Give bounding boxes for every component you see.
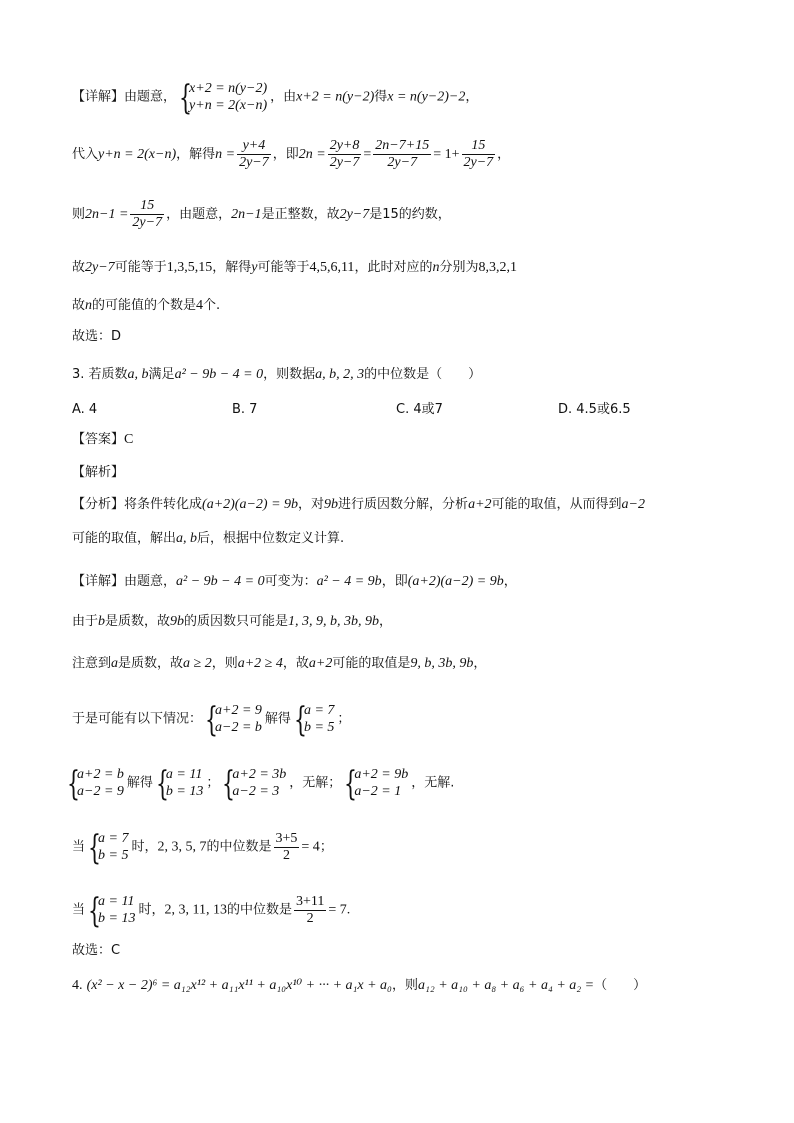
text-run: b = 5 bbox=[303, 720, 335, 735]
text-run: 是质数，故 bbox=[118, 656, 184, 671]
text-run: 2n−7+15 bbox=[375, 138, 430, 153]
text-run: 2y−7 bbox=[132, 215, 163, 230]
option-b: B. 7 bbox=[232, 402, 258, 417]
text-run: 2n = bbox=[298, 147, 326, 162]
text-run: a−2 = 9 bbox=[77, 784, 124, 799]
text-run: 是质数，故 bbox=[105, 614, 171, 629]
text-run: 于是可能有以下情况： bbox=[72, 711, 203, 727]
q4-stem bbox=[72, 977, 646, 995]
text-run: 时， bbox=[131, 839, 158, 855]
text-run: ，故 bbox=[282, 656, 309, 671]
text-run: ； bbox=[319, 839, 333, 855]
text-run: a² − 4 = 9b bbox=[316, 574, 382, 589]
text-run: b = 5 bbox=[98, 848, 129, 863]
text-run: b = 13 bbox=[165, 784, 204, 799]
text-run: (a+2)(a−2) = 9b bbox=[407, 574, 504, 589]
equation-system bbox=[344, 764, 409, 804]
equation-system bbox=[222, 764, 287, 804]
text-run: 可能等于 bbox=[257, 260, 310, 275]
text-run: n bbox=[85, 298, 93, 313]
text-run: b bbox=[98, 614, 106, 629]
text-run: a+2 ≥ 4 bbox=[237, 656, 283, 671]
text-run: 2 bbox=[282, 847, 290, 863]
text-run: 可变为： bbox=[264, 574, 317, 589]
text-run: 1,3,5,15 bbox=[166, 260, 213, 275]
brace-symbol: { bbox=[155, 764, 169, 804]
text-run: ， bbox=[497, 147, 511, 162]
text-run: a−2 = 3 bbox=[232, 784, 280, 799]
text-run: = bbox=[363, 147, 372, 162]
text-run: 2 bbox=[306, 910, 314, 926]
text-run: a ≥ 2 bbox=[183, 656, 212, 671]
p2-line-5 bbox=[72, 297, 220, 315]
equation-system bbox=[205, 700, 262, 740]
text-run: 2y−7 bbox=[239, 155, 269, 170]
text-run: b = 13 bbox=[98, 911, 136, 926]
text-run: 2y−7 bbox=[387, 155, 418, 170]
text-run: 2n−1 = bbox=[85, 207, 129, 222]
text-run: 当 bbox=[72, 902, 86, 918]
q3-method-cont bbox=[72, 530, 344, 548]
text-run: ， bbox=[465, 89, 479, 105]
text-run: = 1+ bbox=[433, 147, 460, 162]
q3-choice-result: 故选：C bbox=[72, 943, 121, 958]
text-run: a, b bbox=[176, 531, 198, 546]
text-run: x+2 = n(y−2) bbox=[296, 89, 375, 105]
text-run: = 4 bbox=[301, 839, 320, 855]
fraction bbox=[328, 138, 362, 171]
text-run: 2y+8 bbox=[329, 138, 360, 153]
text-run: 可能的取值，从而得到 bbox=[491, 497, 622, 512]
text-run: a = 11 bbox=[165, 767, 203, 782]
brace-symbol: { bbox=[67, 764, 80, 804]
text-run: 2n−1 bbox=[231, 207, 262, 222]
text-run: a bbox=[111, 656, 119, 671]
fraction bbox=[294, 894, 326, 927]
text-run: = 7. bbox=[328, 902, 351, 918]
text-run: 【答案】 bbox=[72, 432, 125, 447]
text-run: 分别为 bbox=[439, 260, 479, 275]
text-run: 解得 bbox=[126, 775, 153, 791]
text-run: a−2 bbox=[621, 497, 645, 512]
text-run: 3+5 bbox=[275, 830, 298, 846]
equation-system bbox=[88, 891, 136, 931]
text-run: n = bbox=[215, 147, 236, 162]
text-run: ， bbox=[379, 614, 393, 629]
text-run: x = n(y−2)−2 bbox=[387, 89, 466, 105]
equation-system bbox=[293, 700, 335, 740]
brace-symbol: { bbox=[344, 764, 358, 804]
text-run: a₁₂ + a₁₀ + a₈ + a₆ + a₄ + a₂ = bbox=[417, 978, 595, 993]
text-run: 4. bbox=[72, 978, 83, 993]
text-run: a+2 = 3b bbox=[232, 767, 287, 782]
text-run: 由题意， bbox=[124, 574, 177, 589]
fraction bbox=[130, 198, 164, 231]
text-run: 当 bbox=[72, 839, 86, 855]
text-run: 2y−7 bbox=[339, 207, 370, 222]
text-run: ，由题意， bbox=[166, 207, 232, 222]
text-run: (x² − x − 2)⁶ = a₁₂x¹² + a₁₁x¹¹ + a₁₀x¹⁰ + ··· + a₁x + a₀ bbox=[86, 978, 392, 993]
brace-symbol: { bbox=[293, 700, 307, 740]
text-run: a² − 9b − 4 = 0 bbox=[176, 574, 265, 589]
text-run: 满足 bbox=[148, 367, 175, 382]
brace-symbol: { bbox=[88, 828, 101, 868]
text-run: 4,5,6,11 bbox=[309, 260, 355, 275]
text-run: a−2 = b bbox=[215, 720, 262, 735]
text-run: ， bbox=[503, 574, 517, 589]
text-run: 15 bbox=[462, 138, 496, 155]
text-run: 9b bbox=[324, 497, 339, 512]
brace-symbol: { bbox=[222, 764, 236, 804]
text-run: 3. 若质数 bbox=[72, 367, 128, 382]
text-run: ； bbox=[337, 711, 351, 727]
text-run: 将条件转化成 bbox=[124, 497, 203, 512]
text-run: 4 bbox=[196, 298, 204, 313]
text-run: 解得 bbox=[264, 711, 291, 727]
p2-line-2 bbox=[72, 138, 510, 171]
analysis-label: 【解析】 bbox=[72, 465, 125, 480]
text-run: 进行质因数分解，分析 bbox=[338, 497, 469, 512]
text-run: 代入 bbox=[72, 147, 99, 162]
text-run: ，由 bbox=[270, 89, 297, 105]
text-run: 15 bbox=[130, 198, 164, 215]
text-run: 2y−7 bbox=[85, 260, 115, 275]
text-run: a² − 9b − 4 = 0 bbox=[174, 367, 264, 382]
q3-method bbox=[72, 496, 645, 514]
text-run: (a+2)(a−2) = 9b bbox=[202, 497, 299, 512]
text-run: 由于 bbox=[72, 614, 99, 629]
p2-choice-result: 故选：D bbox=[72, 329, 122, 344]
option-a: A. 4 bbox=[72, 402, 98, 417]
text-run: a+2 = 9 bbox=[215, 703, 262, 718]
text-run: 8,3,2,1 bbox=[478, 260, 517, 275]
p2-line-1 bbox=[72, 78, 479, 118]
equation-system bbox=[67, 764, 124, 804]
text-run: ，则 bbox=[211, 656, 238, 671]
text-run: n bbox=[432, 260, 440, 275]
q3-detail-7 bbox=[72, 891, 351, 931]
text-run: ； bbox=[206, 775, 220, 791]
text-run: 后，根据中位数定义计算. bbox=[197, 531, 345, 546]
text-run: 的可能值的个数是 bbox=[92, 298, 197, 313]
text-run: ，则 bbox=[391, 978, 418, 993]
text-run: a+2 = 9b bbox=[354, 767, 409, 782]
text-run: 由题意， bbox=[124, 89, 177, 105]
text-run: ，此时对应的 bbox=[354, 260, 433, 275]
text-run: （ ） bbox=[594, 978, 647, 993]
text-run: 的质因数只可能是 bbox=[184, 614, 289, 629]
text-run: 9, b, 3b, 9b bbox=[410, 656, 474, 671]
text-run: a+2 bbox=[468, 497, 492, 512]
q3-detail-4 bbox=[72, 700, 351, 740]
option-c: C. 4或7 bbox=[396, 402, 443, 417]
text-run: 个. bbox=[203, 298, 221, 313]
text-run: a, b bbox=[127, 367, 149, 382]
text-run: y bbox=[251, 260, 258, 275]
text-run: 1, 3, 9, b, 3b, 9b bbox=[288, 614, 380, 629]
equation-system bbox=[179, 78, 268, 118]
text-run: 的中位数是（ ） bbox=[364, 367, 482, 382]
text-run: 可能的取值是 bbox=[332, 656, 411, 671]
text-run: 得 bbox=[374, 89, 388, 105]
text-run: a−2 = 1 bbox=[354, 784, 402, 799]
q3-stem bbox=[72, 366, 481, 384]
text-run: ， bbox=[473, 656, 487, 671]
brace-symbol: { bbox=[205, 700, 218, 740]
text-run: 可能等于 bbox=[114, 260, 167, 275]
text-run: 2y−7 bbox=[463, 155, 494, 170]
text-run: a+2 = b bbox=[77, 767, 124, 782]
text-run: 注意到 bbox=[72, 656, 112, 671]
text-run: 则 bbox=[72, 207, 86, 222]
text-run: 2, 3, 11, 13 bbox=[164, 902, 227, 918]
brace-symbol: { bbox=[88, 891, 101, 931]
detail-label: 【详解】 bbox=[72, 89, 125, 105]
fraction bbox=[462, 138, 496, 171]
p2-line-3 bbox=[72, 198, 451, 231]
text-run: 时， bbox=[138, 902, 165, 918]
text-run: a = 7 bbox=[98, 831, 129, 846]
text-run: 2, 3, 5, 7 bbox=[157, 839, 207, 855]
q3-detail-6 bbox=[72, 828, 333, 868]
text-run: ，无解. bbox=[411, 775, 455, 791]
option-d: D. 4.5或6.5 bbox=[558, 402, 631, 417]
text-run: 故 bbox=[72, 298, 86, 313]
q3-detail-3 bbox=[72, 655, 486, 673]
text-run: 是正整数，故 bbox=[261, 207, 340, 222]
text-run: x+2 = n(y−2) bbox=[189, 81, 268, 96]
text-run: 是15的约数， bbox=[369, 207, 451, 222]
brace-symbol: { bbox=[179, 78, 193, 118]
q3-answer bbox=[72, 431, 133, 449]
equation-system bbox=[88, 828, 129, 868]
fraction bbox=[237, 138, 271, 171]
text-run: 的中位数是 bbox=[206, 839, 272, 855]
text-run: ，无解； bbox=[289, 775, 342, 791]
text-run: 【详解】 bbox=[72, 574, 125, 589]
text-run: y+n = 2(x−n) bbox=[98, 147, 177, 162]
p2-line-4 bbox=[72, 259, 517, 277]
text-run: ，即 bbox=[381, 574, 408, 589]
fraction bbox=[274, 831, 300, 864]
text-run: 可能的取值，解出 bbox=[72, 531, 177, 546]
text-run: 3+11 bbox=[295, 893, 325, 909]
text-run: 【分析】 bbox=[72, 497, 125, 512]
text-run: C bbox=[124, 432, 134, 447]
text-run: a = 11 bbox=[98, 894, 135, 909]
text-run: a, b, 2, 3 bbox=[315, 367, 365, 382]
q3-detail-2 bbox=[72, 613, 392, 631]
q3-detail-5 bbox=[64, 764, 455, 804]
text-run: 2y−7 bbox=[329, 155, 360, 170]
text-run: 9b bbox=[170, 614, 185, 629]
text-run: 故 bbox=[72, 260, 86, 275]
text-run: ，则数据 bbox=[263, 367, 316, 382]
text-run: ，对 bbox=[298, 497, 325, 512]
text-run: ，即 bbox=[272, 147, 299, 162]
text-run: y+4 bbox=[237, 138, 271, 155]
text-run: a = 7 bbox=[303, 703, 335, 718]
text-run: ，解得 bbox=[212, 260, 252, 275]
text-run: 的中位数是 bbox=[226, 902, 292, 918]
fraction bbox=[373, 138, 431, 171]
text-run: ，解得 bbox=[176, 147, 216, 162]
text-run: a+2 bbox=[308, 656, 333, 671]
equation-system bbox=[155, 764, 204, 804]
q3-detail-1 bbox=[72, 573, 517, 591]
text-run: y+n = 2(x−n) bbox=[189, 98, 268, 113]
